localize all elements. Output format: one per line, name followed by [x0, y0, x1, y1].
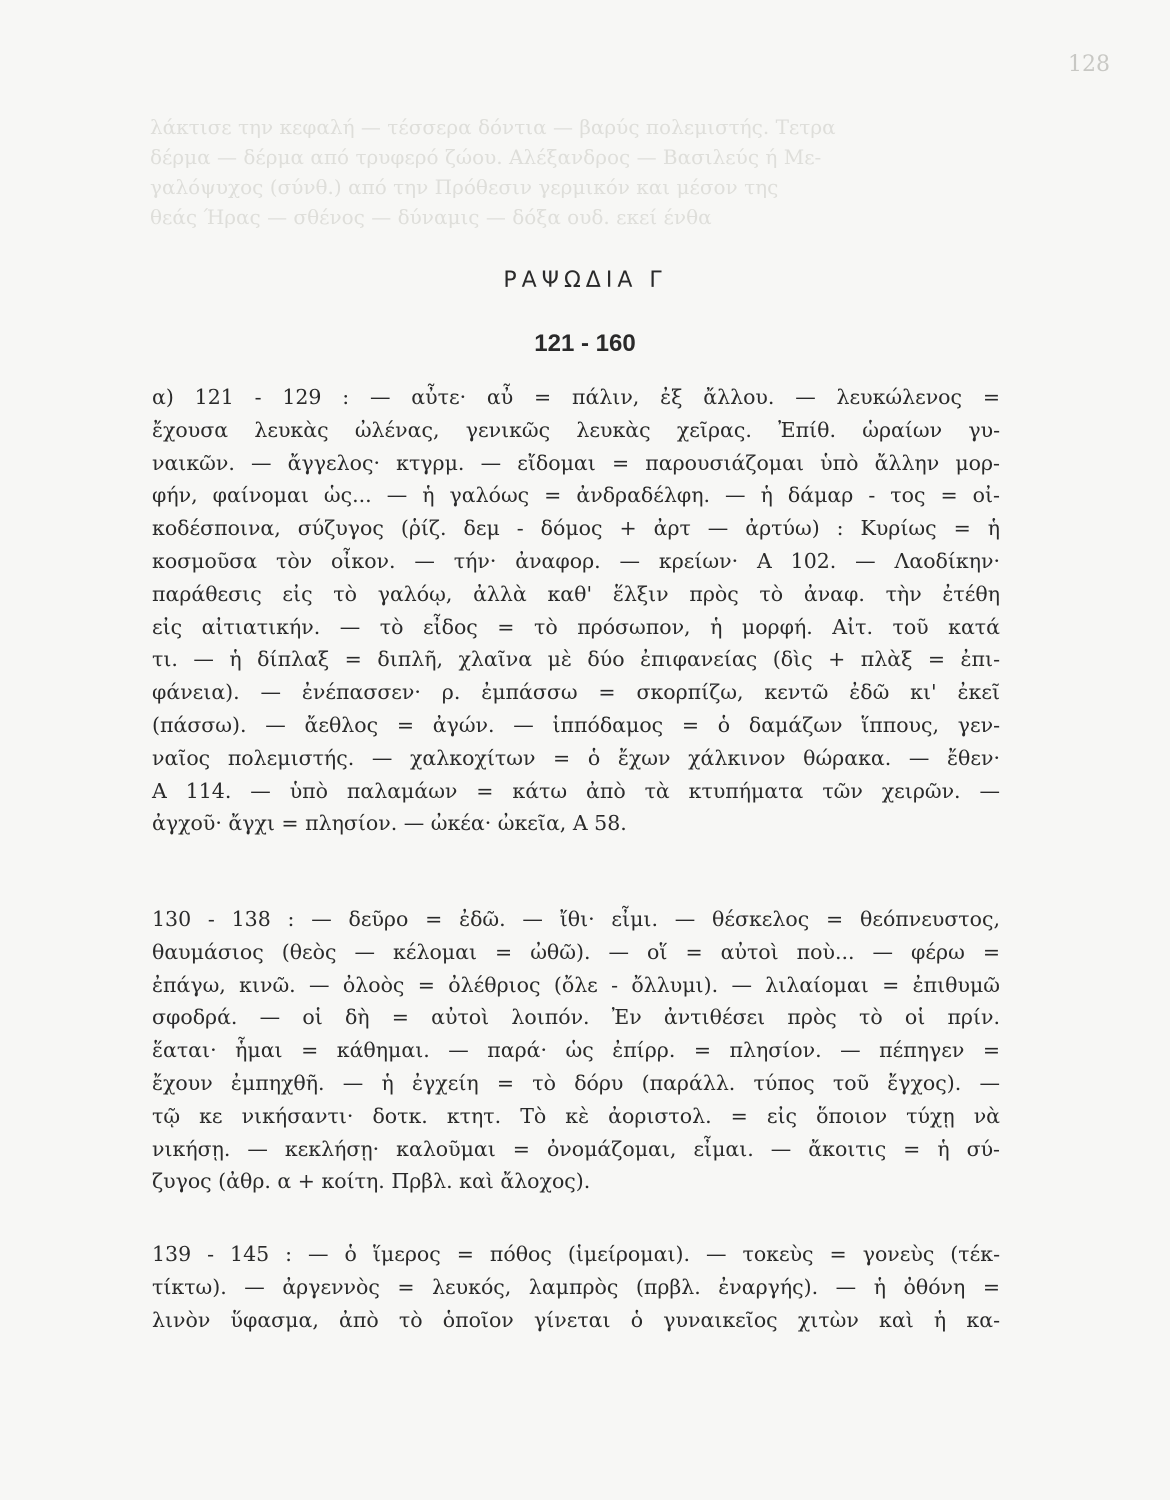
bleed-through-text	[150, 112, 1030, 232]
text-line: εἰς αἰτιατικήν. — τὸ εἶδος = τὸ πρόσωπον, ἡ μορφή. Αἰτ. τοῦ κατά	[152, 614, 1000, 639]
text-line: θαυμάσιος (θεὸς — κέλομαι = ὠθῶ). — οἵ = αὐτοὶ ποὺ... — φέρω =	[152, 939, 1000, 964]
paragraph-130-138	[152, 903, 1000, 1198]
text-line: νικήσῃ. — κεκλήσῃ· καλοῦμαι = ὀνομάζομαι, εἶμαι. — ἄκοιτις = ἡ σύ-	[152, 1136, 1000, 1161]
chapter-title: ΡΑΨΩΔΙΑ Γ	[503, 268, 667, 293]
text-line: Α 114. — ὑπὸ παλαμάων = κάτω ἀπὸ τὰ κτυπήματα τῶν χειρῶν. —	[152, 778, 1000, 803]
bleed-through-line: λάκτισε την κεφαλή — τέσσερα δόντια — βαρύς πολεμιστής. Τετρα	[150, 115, 836, 139]
text-line: ἔχουν ἐμπηχθῆ. — ἡ ἐγχείη = τὸ δόρυ (παράλλ. τύπος τοῦ ἔγχος). —	[152, 1070, 1000, 1095]
text-line: σφοδρά. — οἱ δὴ = αὐτοὶ λοιπόν. Ἐν ἀντιθέσει πρὸς τὸ οἱ πρίν.	[152, 1005, 1000, 1030]
text-line: (πάσσω). — ἄεθλος = ἀγών. — ἱππόδαμος = ὁ δαμάζων ἵππους, γεν-	[152, 712, 1000, 737]
text-line: φάνεια). — ἐνέπασσεν· ρ. ἐμπάσσω = σκορπίζω, κεντῶ ἐδῶ κι' ἐκεῖ	[152, 680, 1000, 705]
text-line: τι. — ἡ δίπλαξ = διπλῆ, χλαῖνα μὲ δύο ἐπιφανείας (δὶς + πλὰξ = ἐπι-	[152, 647, 1000, 672]
text-line: τίκτω). — ἀργεννὸς = λευκός, λαμπρὸς (πρβλ. ἐναργής). — ἡ ὀθόνη =	[152, 1274, 1000, 1299]
bleed-through-line: δέρμα — δέρμα από τρυφερό ζώου. Αλέξανδρος — Βασιλεύς ή Με-	[150, 145, 822, 169]
verse-range-heading: 121 - 160	[534, 330, 636, 357]
text-line: ἔχουσα λευκὰς ὠλένας, γενικῶς λευκὰς χεῖρας. Ἐπίθ. ὡραίων γυ-	[152, 417, 1000, 442]
text-line: ναικῶν. — ἄγγελος· κτγρμ. — εἴδομαι = παρουσιάζομαι ὑπὸ ἄλλην μορ-	[152, 450, 1000, 475]
text-line: τῷ κε νικήσαντι· δοτκ. κτητ. Τὸ κὲ ἀοριστολ. = εἰς ὅποιον τύχῃ νὰ	[152, 1103, 1000, 1128]
text-line: ναῖος πολεμιστής. — χαλκοχίτων = ὁ ἔχων χάλκινον θώρακα. — ἔθεν·	[152, 745, 1000, 770]
text-line: λινὸν ὕφασμα, ἀπὸ τὸ ὁποῖον γίνεται ὁ γυναικεῖος χιτὼν καὶ ἡ κα-	[152, 1307, 1000, 1332]
text-line: 139 - 145 : — ὁ ἵμερος = πόθος (ἱμείρομαι). — τοκεὺς = γονεὺς (τέκ-	[152, 1242, 1000, 1266]
text-line: α) 121 - 129 : — αὖτε· αὖ = πάλιν, ἐξ ἄλλου. — λευκώλενος =	[152, 385, 1000, 409]
text-line: ἐπάγω, κινῶ. — ὀλοὸς = ὀλέθριος (ὄλε - ὄλλυμι). — λιλαίομαι = ἐπιθυμῶ	[152, 972, 1000, 997]
text-line: κοδέσποινα, σύζυγος (ῥίζ. δεμ - δόμος + ἀρτ — ἀρτύω) : Κυρίως = ἡ	[152, 516, 1000, 541]
text-line: παράθεσις εἰς τὸ γαλόῳ, ἀλλὰ καθ' ἕλξιν πρὸς τὸ ἀναφ. τὴν ἐτέθη	[152, 581, 1000, 606]
bleed-through-line: θεάς Ήρας — σθένος — δύναμις — δόξα ουδ. εκεί ένθα	[150, 205, 712, 229]
text-line: ζυγος (ἀθρ. α + κοίτη. Πρβλ. καὶ ἄλοχος).	[152, 1169, 591, 1194]
text-line: ἀγχοῦ· ἄγχι = πλησίον. — ὠκέα· ὠκεῖα, Α 58.	[152, 811, 627, 836]
text-line: κοσμοῦσα τὸν οἶκον. — τήν· ἀναφορ. — κρείων· Α 102. — Λαοδίκην·	[152, 548, 1000, 573]
paragraph-139-145	[152, 1238, 1000, 1336]
paragraph-121-129	[152, 381, 1000, 840]
text-line: φήν, φαίνομαι ὡς... — ἡ γαλόως = ἀνδραδέλφη. — ἡ δάμαρ - τος = οἰ-	[152, 483, 1000, 508]
bleed-through-line: γαλόψυχος (σύνθ.) από την Πρόθεσιν γερμικόν και μέσον της	[150, 175, 779, 199]
page-number: 128	[1068, 52, 1110, 77]
text-line: 130 - 138 : — δεῦρο = ἐδῶ. — ἴθι· εἶμι. — θέσκελος = θεόπνευστος,	[152, 907, 1000, 931]
text-line: ἕαται· ἧμαι = κάθημαι. — παρά· ὡς ἐπίρρ. = πλησίον. — πέπηγεν =	[152, 1038, 1000, 1063]
